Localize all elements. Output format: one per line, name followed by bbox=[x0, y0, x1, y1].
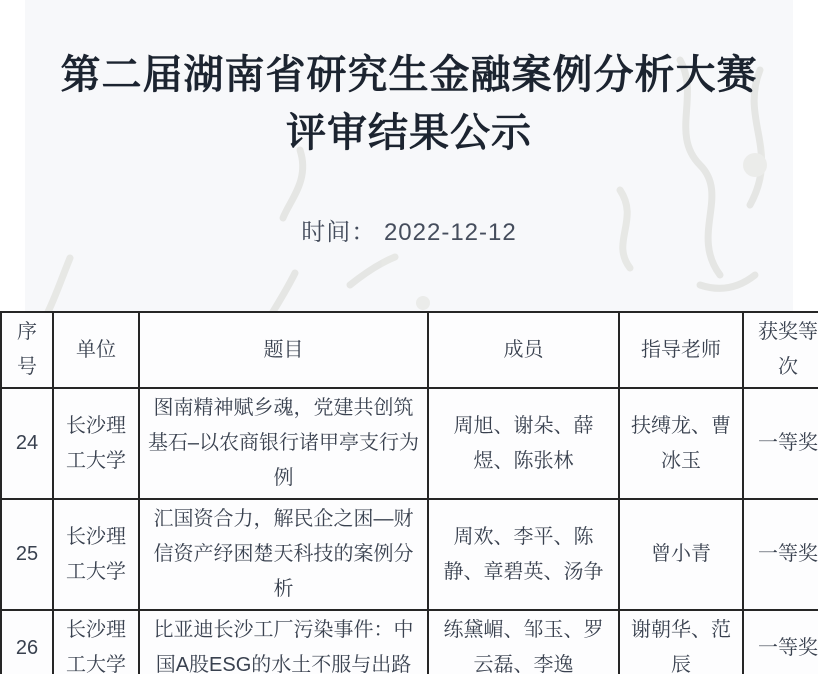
cell-award: 一等奖 bbox=[743, 610, 818, 674]
cell-topic: 汇国资合力，解民企之困—财信资产纾困楚天科技的案例分析 bbox=[139, 499, 428, 610]
cell-award: 一等奖 bbox=[743, 388, 818, 499]
cell-unit: 长沙理工大学 bbox=[53, 610, 139, 674]
cell-unit: 长沙理工大学 bbox=[53, 388, 139, 499]
page-title-line2: 评审结果公示 bbox=[286, 111, 532, 155]
page-title bbox=[54, 46, 764, 162]
announcement-header bbox=[25, 0, 793, 311]
col-header-topic: 题目 bbox=[139, 312, 428, 388]
cell-members: 周欢、李平、陈静、章碧英、汤争 bbox=[428, 499, 619, 610]
col-header-advisor: 指导老师 bbox=[619, 312, 743, 388]
col-header-index: 序号 bbox=[1, 312, 53, 388]
cell-advisor: 曾小青 bbox=[619, 499, 743, 610]
cell-advisor: 扶缚龙、曹冰玉 bbox=[619, 388, 743, 499]
col-header-members: 成员 bbox=[428, 312, 619, 388]
cell-topic: 图南精神赋乡魂，党建共创筑基石–以农商银行诸甲亭支行为例 bbox=[139, 388, 428, 499]
col-header-unit: 单位 bbox=[53, 312, 139, 388]
table-row-25 bbox=[1, 499, 818, 610]
cell-award: 一等奖 bbox=[743, 499, 818, 610]
cell-index: 26 bbox=[1, 610, 53, 674]
cell-unit: 长沙理工大学 bbox=[53, 499, 139, 610]
cell-index: 25 bbox=[1, 499, 53, 610]
results-table bbox=[0, 311, 818, 674]
table-header-row bbox=[1, 312, 818, 388]
cell-index: 24 bbox=[1, 388, 53, 499]
cell-topic: 比亚迪长沙工厂污染事件：中国A股ESG的水土不服与出路 bbox=[139, 610, 428, 674]
publish-date: 时间： 2022-12-12 bbox=[301, 219, 517, 246]
table-row-26 bbox=[1, 610, 818, 674]
table-row-24 bbox=[1, 388, 818, 499]
cell-members: 练黛嵋、邹玉、罗云磊、李逸 bbox=[428, 610, 619, 674]
cell-advisor: 谢朝华、范辰 bbox=[619, 610, 743, 674]
page-title-line1: 第二届湖南省研究生金融案例分析大赛 bbox=[60, 53, 758, 97]
cell-members: 周旭、谢朵、薛煜、陈张林 bbox=[428, 388, 619, 499]
col-header-award: 获奖等次 bbox=[743, 312, 818, 388]
